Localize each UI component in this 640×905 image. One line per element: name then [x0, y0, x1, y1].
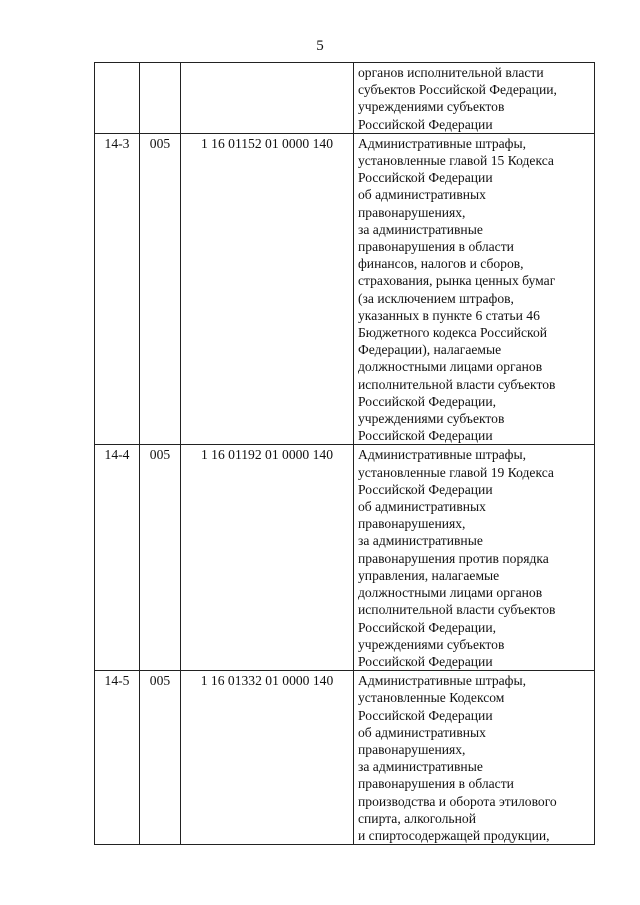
description-line: правонарушениях, [358, 741, 466, 757]
table-row [95, 671, 595, 845]
description-line: Административные штрафы, [358, 135, 526, 151]
description-line: Бюджетного кодекса Российской [358, 325, 548, 341]
admin-code: 005 [140, 445, 181, 671]
description-line: за административные [358, 221, 483, 237]
description-line: Российской Федерации [358, 481, 493, 497]
budget-classification-code: 1 16 01192 01 0000 140 [181, 445, 354, 671]
description-line: должностными лицами органов [358, 585, 543, 601]
description-line: производства и оборота этилового [358, 793, 557, 809]
description-line: Российской Федерации, [358, 393, 496, 409]
revenue-description [354, 133, 595, 445]
description-line: спирта, алкогольной [358, 810, 476, 826]
revenue-codes-table [94, 62, 595, 845]
admin-code: 005 [140, 671, 181, 845]
description-line: правонарушения против порядка [358, 550, 549, 566]
description-line: об административных [358, 499, 486, 515]
description-line: Административные штрафы, [358, 447, 526, 463]
description-line: исполнительной власти субъектов [358, 602, 556, 618]
admin-code: 005 [140, 133, 181, 445]
description-line: учреждениями субъектов [358, 411, 505, 427]
description-line: правонарушения в области [358, 239, 514, 255]
admin-code [140, 63, 181, 134]
description-line: Административные штрафы, [358, 673, 526, 689]
description-line: за административные [358, 759, 483, 775]
revenue-description [354, 445, 595, 671]
table-row [95, 63, 595, 134]
description-line: Российской Федерации [358, 707, 493, 723]
description-line: Российской Федерации, [358, 619, 496, 635]
description-line: об административных [358, 187, 486, 203]
description-line: Российской Федерации [358, 653, 493, 669]
description-line: исполнительной власти субъектов [358, 376, 556, 392]
description-line: страхования, рынка ценных бумаг [358, 273, 556, 289]
row-number: 14-4 [95, 445, 140, 671]
description-line: установленные главой 19 Кодекса [358, 464, 554, 480]
table-row [95, 133, 595, 445]
description-line: учреждениями субъектов [358, 636, 505, 652]
budget-classification-code: 1 16 01152 01 0000 140 [181, 133, 354, 445]
description-line: (за исключением штрафов, [358, 290, 514, 306]
row-number: 14-3 [95, 133, 140, 445]
description-line: Федерации), налагаемые [358, 342, 502, 358]
row-number [95, 63, 140, 134]
description-line: органов исполнительной власти [358, 65, 544, 80]
description-line: правонарушения в области [358, 776, 514, 792]
description-line: Российской Федерации [358, 428, 493, 444]
revenue-description [354, 63, 595, 134]
description-line: управления, налагаемые [358, 567, 500, 583]
description-line: финансов, налогов и сборов, [358, 256, 524, 272]
description-line: субъектов Российской Федерации, [358, 82, 557, 98]
description-line: за административные [358, 533, 483, 549]
table-row [95, 445, 595, 671]
description-line: Российской Федерации [358, 116, 493, 132]
description-line: об административных [358, 724, 486, 740]
description-line: учреждениями субъектов [358, 99, 505, 115]
description-line: правонарушениях, [358, 204, 466, 220]
description-line: должностными лицами органов [358, 359, 543, 375]
page-number: 5 [316, 38, 324, 54]
row-number: 14-5 [95, 671, 140, 845]
revenue-description [354, 671, 595, 845]
budget-classification-code: 1 16 01332 01 0000 140 [181, 671, 354, 845]
description-line: Российской Федерации [358, 170, 493, 186]
description-line: правонарушениях, [358, 516, 466, 532]
description-line: и спиртосодержащей продукции, [358, 827, 550, 843]
description-line: установленные главой 15 Кодекса [358, 153, 554, 169]
description-line: указанных в пункте 6 статьи 46 [358, 307, 540, 323]
budget-classification-code [181, 63, 354, 134]
description-line: установленные Кодексом [358, 690, 505, 706]
